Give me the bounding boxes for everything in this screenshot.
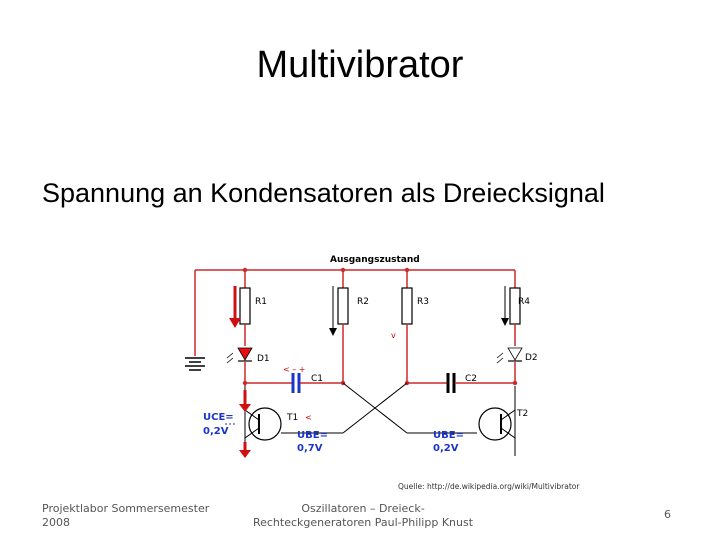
current-arrow-r4 (501, 286, 509, 326)
ube-t2-label (433, 430, 464, 454)
ube-t1-line1: UBE= (297, 430, 328, 441)
uce-left-line1: UCE= (203, 412, 234, 423)
r2-junction (341, 268, 345, 272)
c1-polarity-label: < – + (283, 365, 306, 374)
current-arrow-bottom-2 (239, 442, 251, 458)
slide-title: Multivibrator (256, 44, 464, 86)
ube-t1-line2: 0,7V (297, 443, 323, 454)
header-label: Ausgangszustand (330, 255, 420, 265)
transistor-t2 (479, 408, 511, 440)
footer-left-line2: 2008 (42, 516, 70, 529)
c2-right-junction (513, 381, 517, 385)
page-number: 6 (664, 508, 671, 521)
battery-symbol (185, 358, 205, 370)
ube-t1-label (297, 430, 328, 454)
footer-center-line1: Oszillatoren – Dreieck- (301, 502, 425, 515)
resistor-r3 (402, 288, 412, 324)
c2-label: C2 (465, 374, 478, 384)
r3-v-mark: v (391, 331, 396, 340)
led-d2 (508, 348, 522, 360)
current-arrow-bottom-1 (239, 390, 251, 412)
t1-label: T1 (287, 413, 299, 423)
resistor-r1 (240, 288, 250, 324)
led-d1 (238, 348, 252, 360)
t2-label: T2 (517, 409, 529, 419)
r2-label: R2 (357, 297, 369, 307)
uce-left-line2: 0,2V (203, 426, 229, 437)
d2-label: D2 (525, 353, 538, 363)
slide-subtitle: Spannung an Kondensatoren als Dreiecksignal (42, 178, 605, 208)
r4-label: R4 (518, 297, 530, 307)
t1-lt-mark: < (305, 413, 312, 422)
footer-center (250, 502, 476, 530)
current-arrow-r2 (329, 286, 337, 336)
d2-light-icon (497, 353, 503, 363)
ube-t2-line2: 0,2V (433, 443, 459, 454)
footer-left-line1: Projektlabor Sommersemester (42, 502, 210, 515)
c1-label: C1 (311, 374, 324, 384)
footer-left (42, 502, 209, 530)
transistor-t1 (249, 408, 281, 440)
footer-center-line2: Rechteckgeneratoren Paul-Philipp Knust (252, 516, 474, 529)
uce-label-left (203, 412, 237, 437)
current-arrow-left (229, 286, 241, 328)
r3-label: R3 (417, 297, 429, 307)
ube-t2-line1: UBE= (433, 430, 464, 441)
r1-junction (243, 268, 247, 272)
multivibrator-circuit-diagram (175, 246, 555, 470)
r1-label: R1 (255, 297, 267, 307)
d1-light-icon (227, 353, 233, 363)
source-citation: Quelle: http://de.wikipedia.org/wiki/Multivibrator (398, 482, 580, 491)
d1-label: D1 (257, 354, 270, 364)
r3-junction (405, 268, 409, 272)
resistor-r2 (338, 288, 348, 324)
